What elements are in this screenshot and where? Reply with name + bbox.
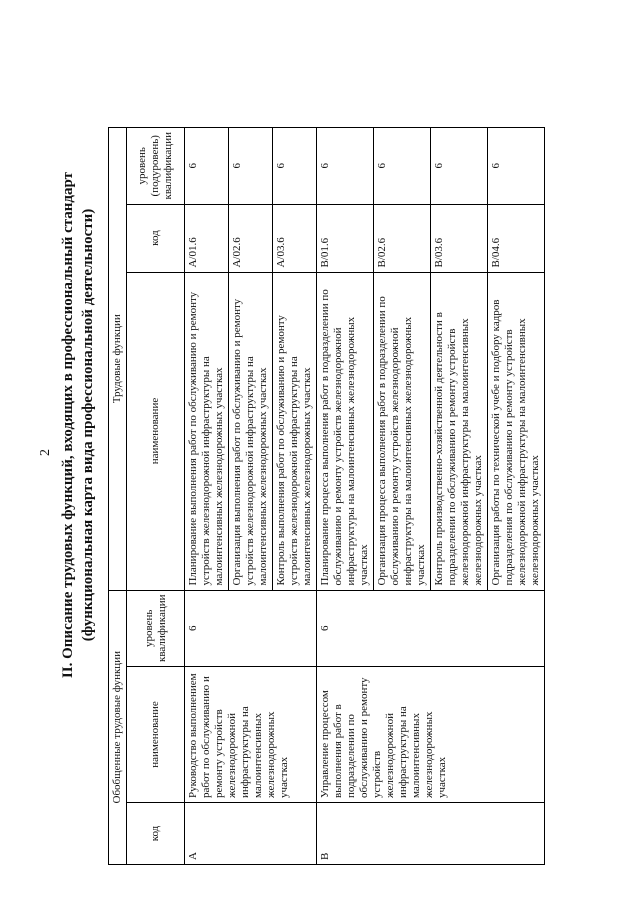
function-level: 6 — [431, 128, 488, 204]
function-code: B/04.6 — [488, 204, 545, 272]
function-level: 6 — [317, 128, 374, 204]
header-tf-code: код — [127, 204, 185, 272]
function-level: 6 — [229, 128, 273, 204]
group-name: Управление процессом выполнения работ в подразделении по обслуживанию и ремонту устройств железнодорожной инфраструктуры на малоинтенсивных железнодорожных участках — [317, 667, 545, 803]
functions-table — [108, 127, 545, 865]
header-tf-name: наименование — [127, 272, 185, 590]
group-name: Руководство выполнением работ по обслуживанию и ремонту устройств железнодорожной инфраструктуры на малоинтенсивных железнодорожных участках — [185, 667, 317, 803]
function-code: B/03.6 — [431, 204, 488, 272]
table-row — [185, 128, 229, 865]
function-code: A/02.6 — [229, 204, 273, 272]
function-level: 6 — [374, 128, 431, 204]
function-level: 6 — [488, 128, 545, 204]
group-level: 6 — [317, 590, 545, 666]
function-code: A/03.6 — [273, 204, 317, 272]
function-level: 6 — [273, 128, 317, 204]
function-code: B/01.6 — [317, 204, 374, 272]
title-line-1: II. Описание трудовых функций, входящих в профессиональный стандарт — [60, 171, 76, 679]
header-level: уровень квалификации — [127, 590, 185, 666]
header-sublevel: уровень (подуровень) квалификации — [127, 128, 185, 204]
function-name: Планирование процесса выполнения работ в подразделении по обслуживанию и ремонту устройств железнодорожной инфраструктуры на малоинтенсивных железнодорожных участках — [317, 272, 374, 590]
header-labor: Трудовые функции — [109, 128, 127, 590]
function-code: B/02.6 — [374, 204, 431, 272]
function-name: Контроль выполнения работ по обслуживанию и ремонту устройств железнодорожной инфраструктуры на малоинтенсивных железнодорожных участках — [273, 272, 317, 590]
function-level: 6 — [185, 128, 229, 204]
header-name: наименование — [127, 667, 185, 803]
group-level: 6 — [185, 590, 317, 666]
header-generalized: Обобщенные трудовые функции — [109, 590, 127, 864]
section-title — [58, 75, 98, 775]
function-name: Контроль производственно-хозяйственной деятельности в подразделении по обслуживанию и ремонту устройств железнодорожной инфраструктуры на малоинтенсивных железнодорожных участках — [431, 272, 488, 590]
function-name: Организация процесса выполнения работ в подразделении по обслуживанию и ремонту устройств железнодорожной инфраструктуры на малоинтенсивных железнодорожных участках — [374, 272, 431, 590]
function-name: Организация работы по технической учебе и подбору кадров подразделения по обслуживанию и ремонту устройств железнодорожной инфраструктуры на малоинтенсивных железнодорожных участках — [488, 272, 545, 590]
title-line-2: (функциональная карта вида профессиональной деятельности) — [80, 208, 96, 642]
function-name: Организация выполнения работ по обслуживанию и ремонту устройств железнодорожной инфраструктуры на малоинтенсивных железнодорожных участках — [229, 272, 273, 590]
page-number: 2 — [38, 449, 53, 456]
header-code: код — [127, 803, 185, 865]
function-name: Планирование выполнения работ по обслуживанию и ремонту устройств железнодорожной инфраструктуры на малоинтенсивных железнодорожных участках — [185, 272, 229, 590]
table-row — [317, 128, 374, 865]
group-code: A — [185, 803, 317, 865]
group-code: B — [317, 803, 545, 865]
function-code: A/01.6 — [185, 204, 229, 272]
